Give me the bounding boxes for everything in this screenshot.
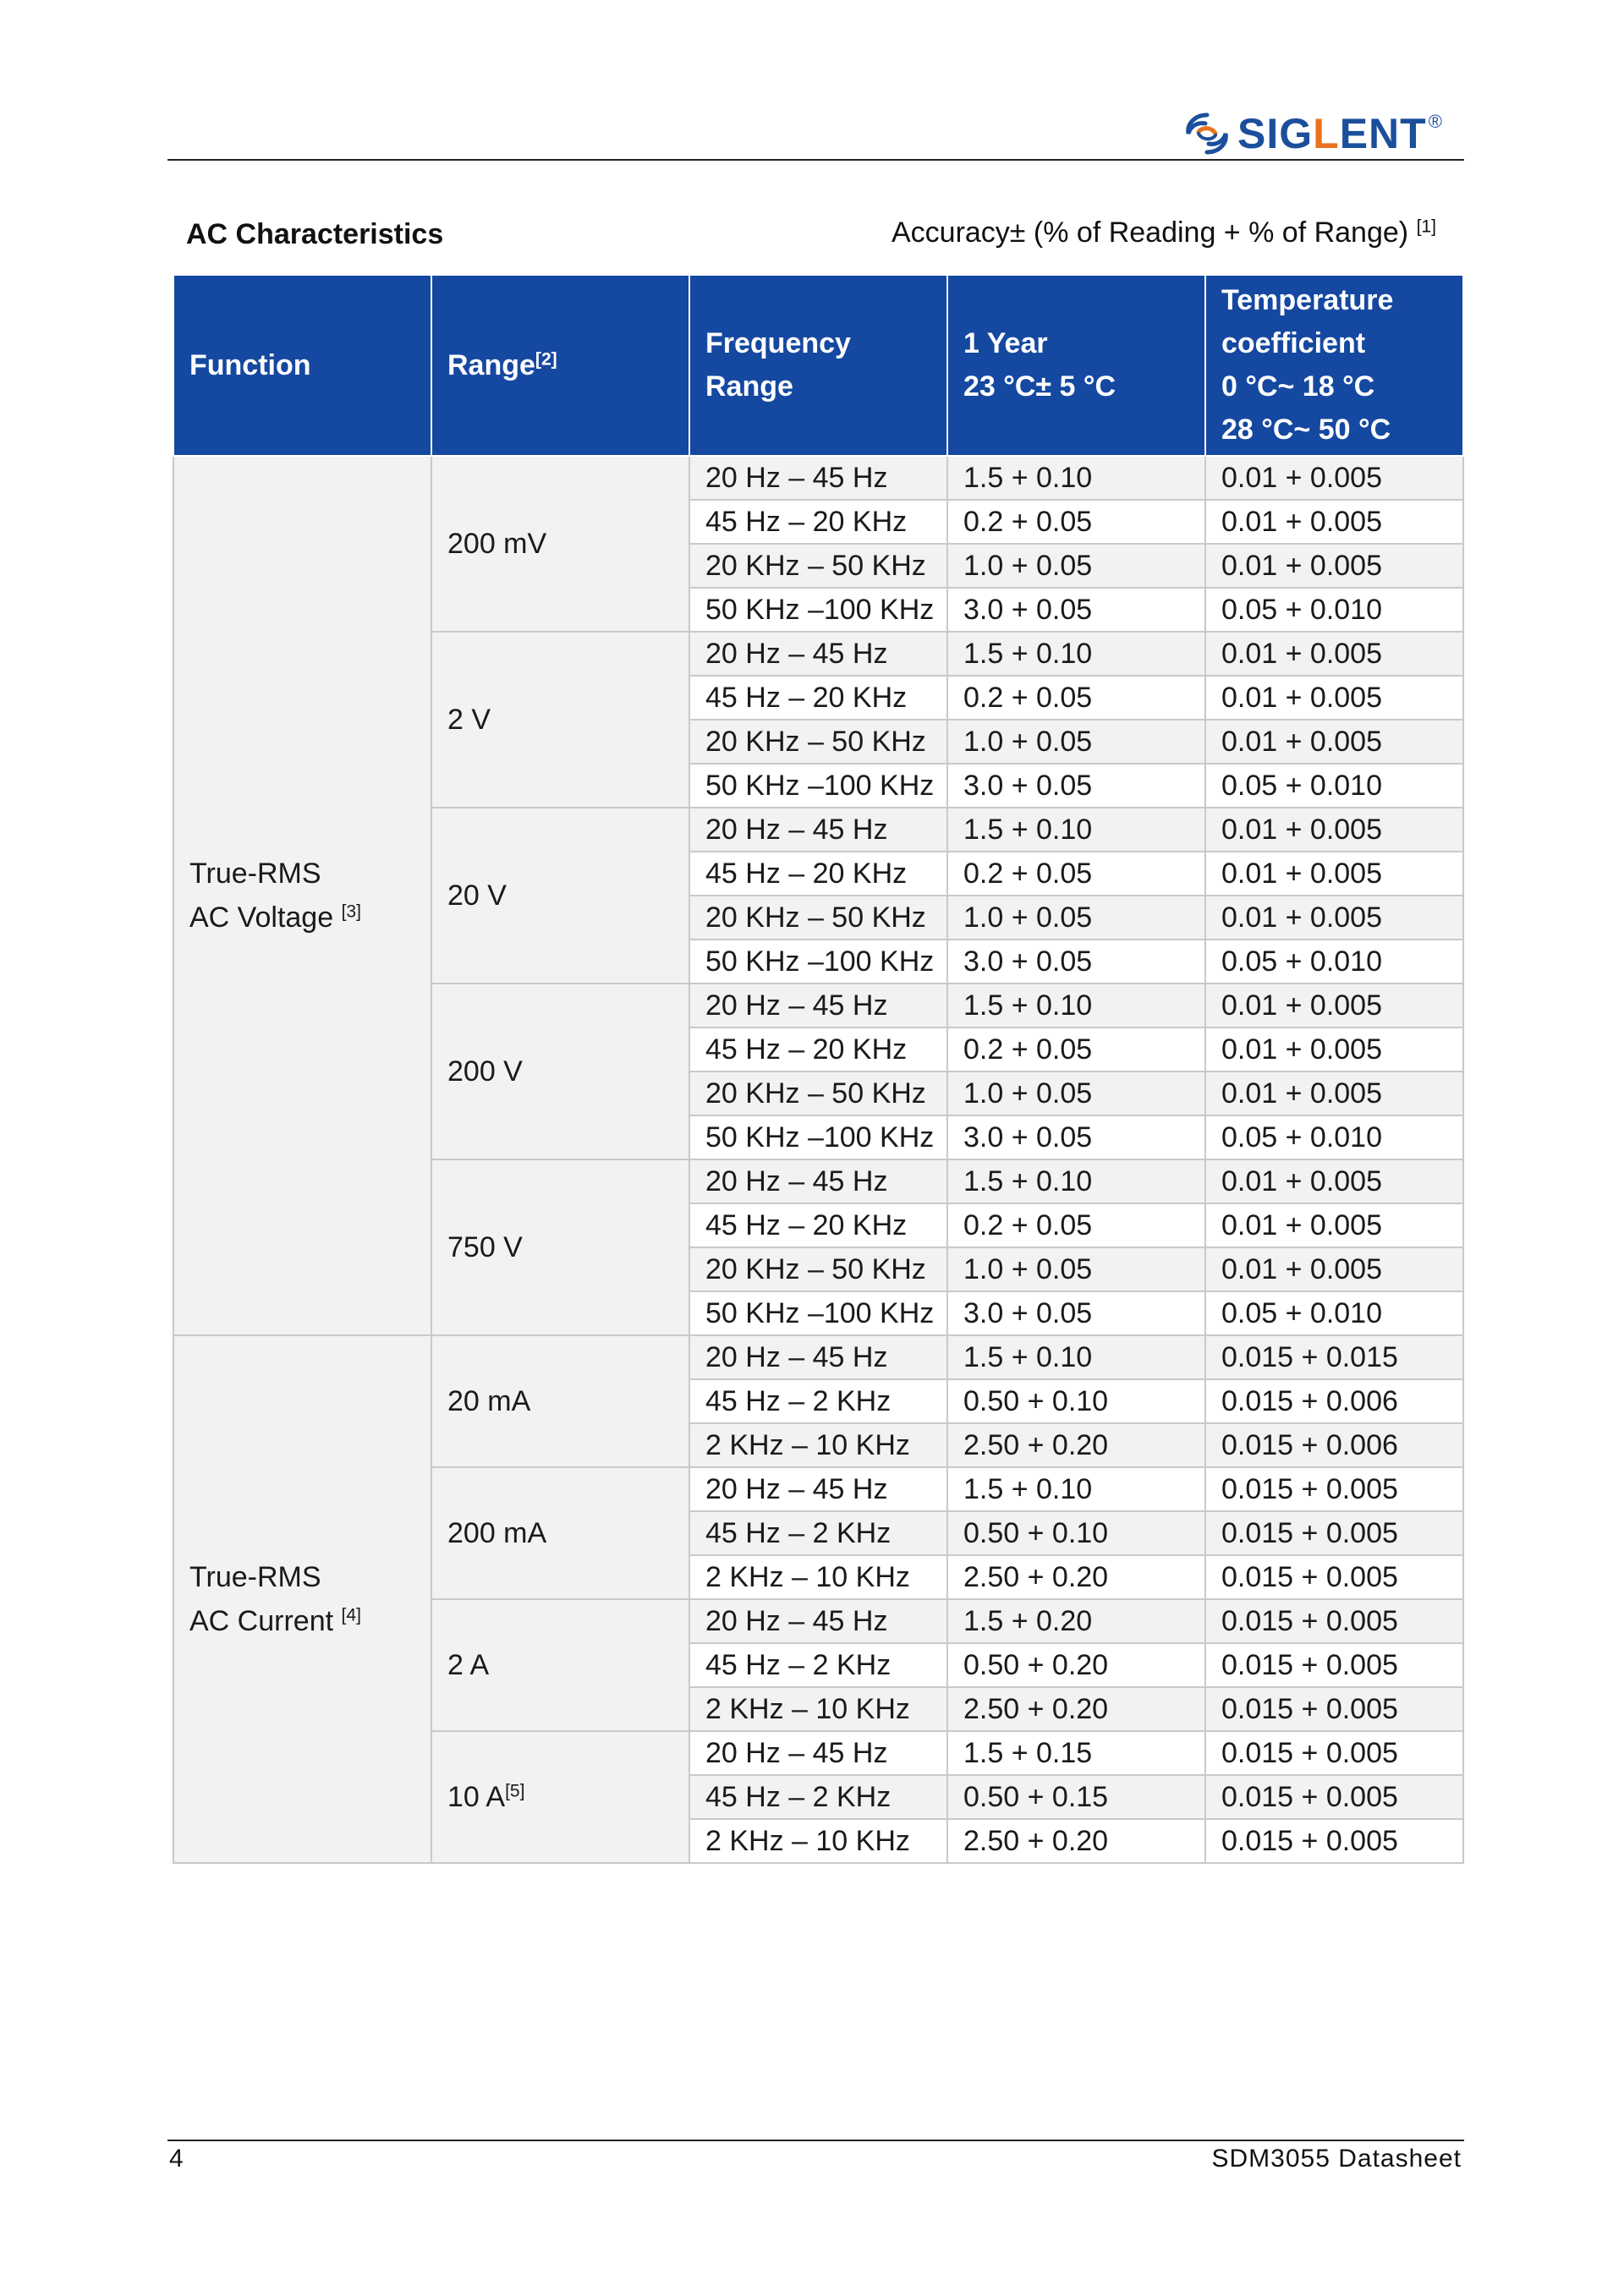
section-title: AC Characteristics bbox=[186, 218, 444, 250]
one-year-accuracy-cell: 1.5 + 0.10 bbox=[947, 1467, 1205, 1511]
temperature-coefficient-cell: 0.015 + 0.005 bbox=[1205, 1775, 1463, 1819]
frequency-range-cell: 20 Hz – 45 Hz bbox=[689, 984, 947, 1027]
temperature-coefficient-cell: 0.01 + 0.005 bbox=[1205, 720, 1463, 764]
one-year-accuracy-cell: 0.2 + 0.05 bbox=[947, 852, 1205, 896]
frequency-range-cell: 20 KHz – 50 KHz bbox=[689, 1247, 947, 1291]
one-year-accuracy-cell: 3.0 + 0.05 bbox=[947, 940, 1205, 984]
range-value: 200 mA bbox=[447, 1516, 547, 1549]
temperature-coefficient-cell: 0.01 + 0.005 bbox=[1205, 808, 1463, 852]
function-label-line2: AC Current [4] bbox=[189, 1605, 361, 1637]
footnote-ref: [1] bbox=[1416, 216, 1436, 237]
one-year-accuracy-cell: 2.50 + 0.20 bbox=[947, 1687, 1205, 1731]
frequency-range-cell: 50 KHz –100 KHz bbox=[689, 1291, 947, 1335]
registered-mark: ® bbox=[1428, 111, 1442, 132]
header-function: Function bbox=[173, 275, 431, 456]
function-cell bbox=[173, 456, 431, 1335]
frequency-range-cell: 20 KHz – 50 KHz bbox=[689, 1071, 947, 1115]
brand-wordmark: SIGLENT bbox=[1237, 110, 1427, 157]
temperature-coefficient-cell: 0.015 + 0.005 bbox=[1205, 1599, 1463, 1643]
temperature-coefficient-cell: 0.01 + 0.005 bbox=[1205, 676, 1463, 720]
frequency-range-cell: 45 Hz – 2 KHz bbox=[689, 1511, 947, 1555]
range-value: 20 mA bbox=[447, 1384, 531, 1417]
one-year-accuracy-cell: 2.50 + 0.20 bbox=[947, 1819, 1205, 1863]
range-cell bbox=[431, 1599, 689, 1731]
range-cell bbox=[431, 1467, 689, 1599]
temperature-coefficient-cell: 0.01 + 0.005 bbox=[1205, 1247, 1463, 1291]
one-year-accuracy-cell: 1.0 + 0.05 bbox=[947, 544, 1205, 588]
frequency-range-cell: 20 Hz – 45 Hz bbox=[689, 632, 947, 676]
footnote-ref: [4] bbox=[341, 1605, 361, 1625]
temperature-coefficient-cell: 0.01 + 0.005 bbox=[1205, 852, 1463, 896]
temperature-coefficient-cell: 0.015 + 0.005 bbox=[1205, 1555, 1463, 1599]
temperature-coefficient-cell: 0.01 + 0.005 bbox=[1205, 1203, 1463, 1247]
one-year-accuracy-cell: 1.5 + 0.15 bbox=[947, 1731, 1205, 1775]
temperature-coefficient-cell: 0.01 + 0.005 bbox=[1205, 896, 1463, 940]
temperature-coefficient-cell: 0.05 + 0.010 bbox=[1205, 1291, 1463, 1335]
header-range: Range[2] bbox=[431, 275, 689, 456]
temperature-coefficient-cell: 0.015 + 0.015 bbox=[1205, 1335, 1463, 1379]
header-rule bbox=[167, 159, 1464, 161]
temperature-coefficient-cell: 0.05 + 0.010 bbox=[1205, 764, 1463, 808]
temperature-coefficient-cell: 0.015 + 0.005 bbox=[1205, 1467, 1463, 1511]
one-year-accuracy-cell: 1.0 + 0.05 bbox=[947, 896, 1205, 940]
function-label-line2: AC Voltage [3] bbox=[189, 901, 362, 934]
footer-rule bbox=[167, 2140, 1464, 2141]
temperature-coefficient-cell: 0.015 + 0.006 bbox=[1205, 1423, 1463, 1467]
one-year-accuracy-cell: 3.0 + 0.05 bbox=[947, 764, 1205, 808]
table-row bbox=[173, 1335, 1463, 1379]
temperature-coefficient-cell: 0.01 + 0.005 bbox=[1205, 1159, 1463, 1203]
temperature-coefficient-cell: 0.015 + 0.005 bbox=[1205, 1731, 1463, 1775]
temperature-coefficient-cell: 0.015 + 0.005 bbox=[1205, 1819, 1463, 1863]
frequency-range-cell: 20 Hz – 45 Hz bbox=[689, 1467, 947, 1511]
frequency-range-cell: 20 Hz – 45 Hz bbox=[689, 1159, 947, 1203]
frequency-range-cell: 20 KHz – 50 KHz bbox=[689, 896, 947, 940]
one-year-accuracy-cell: 1.5 + 0.10 bbox=[947, 1159, 1205, 1203]
one-year-accuracy-cell: 0.50 + 0.20 bbox=[947, 1643, 1205, 1687]
range-value: 2 V bbox=[447, 703, 491, 736]
frequency-range-cell: 20 KHz – 50 KHz bbox=[689, 720, 947, 764]
range-value: 2 A bbox=[447, 1648, 490, 1681]
frequency-range-cell: 50 KHz –100 KHz bbox=[689, 588, 947, 632]
range-value: 200 V bbox=[447, 1055, 523, 1088]
frequency-range-cell: 45 Hz – 20 KHz bbox=[689, 852, 947, 896]
table-header-row bbox=[173, 275, 1463, 456]
one-year-accuracy-cell: 1.0 + 0.05 bbox=[947, 720, 1205, 764]
frequency-range-cell: 20 KHz – 50 KHz bbox=[689, 544, 947, 588]
temperature-coefficient-cell: 0.01 + 0.005 bbox=[1205, 984, 1463, 1027]
one-year-accuracy-cell: 0.50 + 0.15 bbox=[947, 1775, 1205, 1819]
footnote-ref: [5] bbox=[505, 1780, 525, 1800]
range-cell bbox=[431, 456, 689, 632]
one-year-accuracy-cell: 1.5 + 0.10 bbox=[947, 1335, 1205, 1379]
range-value: 750 V bbox=[447, 1230, 523, 1263]
range-cell bbox=[431, 984, 689, 1159]
temperature-coefficient-cell: 0.01 + 0.005 bbox=[1205, 1027, 1463, 1071]
one-year-accuracy-cell: 1.0 + 0.05 bbox=[947, 1247, 1205, 1291]
function-label-line1: True-RMS bbox=[189, 858, 321, 890]
footnote-ref: [3] bbox=[341, 901, 362, 922]
frequency-range-cell: 45 Hz – 20 KHz bbox=[689, 676, 947, 720]
one-year-accuracy-cell: 3.0 + 0.05 bbox=[947, 1115, 1205, 1159]
frequency-range-cell: 45 Hz – 2 KHz bbox=[689, 1379, 947, 1423]
function-label-line1: True-RMS bbox=[189, 1561, 321, 1593]
frequency-range-cell: 50 KHz –100 KHz bbox=[689, 764, 947, 808]
one-year-accuracy-cell: 2.50 + 0.20 bbox=[947, 1555, 1205, 1599]
frequency-range-cell: 2 KHz – 10 KHz bbox=[689, 1687, 947, 1731]
page-number: 4 bbox=[169, 2145, 184, 2173]
one-year-accuracy-cell: 1.5 + 0.10 bbox=[947, 456, 1205, 500]
frequency-range-cell: 20 Hz – 45 Hz bbox=[689, 456, 947, 500]
one-year-accuracy-cell: 2.50 + 0.20 bbox=[947, 1423, 1205, 1467]
temperature-coefficient-cell: 0.015 + 0.005 bbox=[1205, 1511, 1463, 1555]
frequency-range-cell: 45 Hz – 20 KHz bbox=[689, 1203, 947, 1247]
header-one-year: 1 Year 23 °C± 5 °C bbox=[947, 275, 1205, 456]
temperature-coefficient-cell: 0.05 + 0.010 bbox=[1205, 588, 1463, 632]
one-year-accuracy-cell: 0.50 + 0.10 bbox=[947, 1511, 1205, 1555]
frequency-range-cell: 50 KHz –100 KHz bbox=[689, 1115, 947, 1159]
one-year-accuracy-cell: 1.0 + 0.05 bbox=[947, 1071, 1205, 1115]
frequency-range-cell: 45 Hz – 20 KHz bbox=[689, 1027, 947, 1071]
temperature-coefficient-cell: 0.01 + 0.005 bbox=[1205, 500, 1463, 544]
range-cell bbox=[431, 808, 689, 984]
accuracy-note: Accuracy± (% of Reading + % of Range) [1] bbox=[891, 216, 1436, 249]
range-cell bbox=[431, 632, 689, 808]
siglent-swirl-icon bbox=[1180, 110, 1234, 157]
frequency-range-cell: 20 Hz – 45 Hz bbox=[689, 1731, 947, 1775]
temperature-coefficient-cell: 0.01 + 0.005 bbox=[1205, 1071, 1463, 1115]
range-cell bbox=[431, 1731, 689, 1863]
table-row bbox=[173, 456, 1463, 500]
one-year-accuracy-cell: 3.0 + 0.05 bbox=[947, 1291, 1205, 1335]
footnote-ref: [2] bbox=[535, 348, 557, 369]
range-value: 10 A bbox=[447, 1780, 506, 1813]
one-year-accuracy-cell: 0.2 + 0.05 bbox=[947, 500, 1205, 544]
one-year-accuracy-cell: 1.5 + 0.10 bbox=[947, 984, 1205, 1027]
header-temperature-coefficient: Temperature coefficient 0 °C~ 18 °C 28 °C~ 50 °C bbox=[1205, 275, 1463, 456]
one-year-accuracy-cell: 1.5 + 0.10 bbox=[947, 632, 1205, 676]
range-value: 200 mV bbox=[447, 527, 547, 560]
range-value: 20 V bbox=[447, 879, 507, 912]
range-cell bbox=[431, 1335, 689, 1467]
temperature-coefficient-cell: 0.015 + 0.005 bbox=[1205, 1643, 1463, 1687]
siglent-logo bbox=[1180, 110, 1442, 157]
header-frequency-range: Frequency Range bbox=[689, 275, 947, 456]
frequency-range-cell: 45 Hz – 2 KHz bbox=[689, 1643, 947, 1687]
temperature-coefficient-cell: 0.015 + 0.006 bbox=[1205, 1379, 1463, 1423]
frequency-range-cell: 45 Hz – 20 KHz bbox=[689, 500, 947, 544]
frequency-range-cell: 50 KHz –100 KHz bbox=[689, 940, 947, 984]
frequency-range-cell: 20 Hz – 45 Hz bbox=[689, 1599, 947, 1643]
frequency-range-cell: 45 Hz – 2 KHz bbox=[689, 1775, 947, 1819]
frequency-range-cell: 2 KHz – 10 KHz bbox=[689, 1819, 947, 1863]
frequency-range-cell: 2 KHz – 10 KHz bbox=[689, 1555, 947, 1599]
one-year-accuracy-cell: 1.5 + 0.10 bbox=[947, 808, 1205, 852]
one-year-accuracy-cell: 1.5 + 0.20 bbox=[947, 1599, 1205, 1643]
document-name: SDM3055 Datasheet bbox=[1211, 2145, 1462, 2173]
temperature-coefficient-cell: 0.05 + 0.010 bbox=[1205, 940, 1463, 984]
temperature-coefficient-cell: 0.01 + 0.005 bbox=[1205, 632, 1463, 676]
function-cell bbox=[173, 1335, 431, 1863]
temperature-coefficient-cell: 0.015 + 0.005 bbox=[1205, 1687, 1463, 1731]
ac-characteristics-table bbox=[173, 274, 1464, 1864]
range-cell bbox=[431, 1159, 689, 1335]
one-year-accuracy-cell: 0.50 + 0.10 bbox=[947, 1379, 1205, 1423]
frequency-range-cell: 2 KHz – 10 KHz bbox=[689, 1423, 947, 1467]
frequency-range-cell: 20 Hz – 45 Hz bbox=[689, 808, 947, 852]
temperature-coefficient-cell: 0.01 + 0.005 bbox=[1205, 544, 1463, 588]
one-year-accuracy-cell: 0.2 + 0.05 bbox=[947, 1203, 1205, 1247]
table-body bbox=[173, 456, 1463, 1863]
one-year-accuracy-cell: 0.2 + 0.05 bbox=[947, 1027, 1205, 1071]
temperature-coefficient-cell: 0.01 + 0.005 bbox=[1205, 456, 1463, 500]
one-year-accuracy-cell: 3.0 + 0.05 bbox=[947, 588, 1205, 632]
frequency-range-cell: 20 Hz – 45 Hz bbox=[689, 1335, 947, 1379]
temperature-coefficient-cell: 0.05 + 0.010 bbox=[1205, 1115, 1463, 1159]
one-year-accuracy-cell: 0.2 + 0.05 bbox=[947, 676, 1205, 720]
